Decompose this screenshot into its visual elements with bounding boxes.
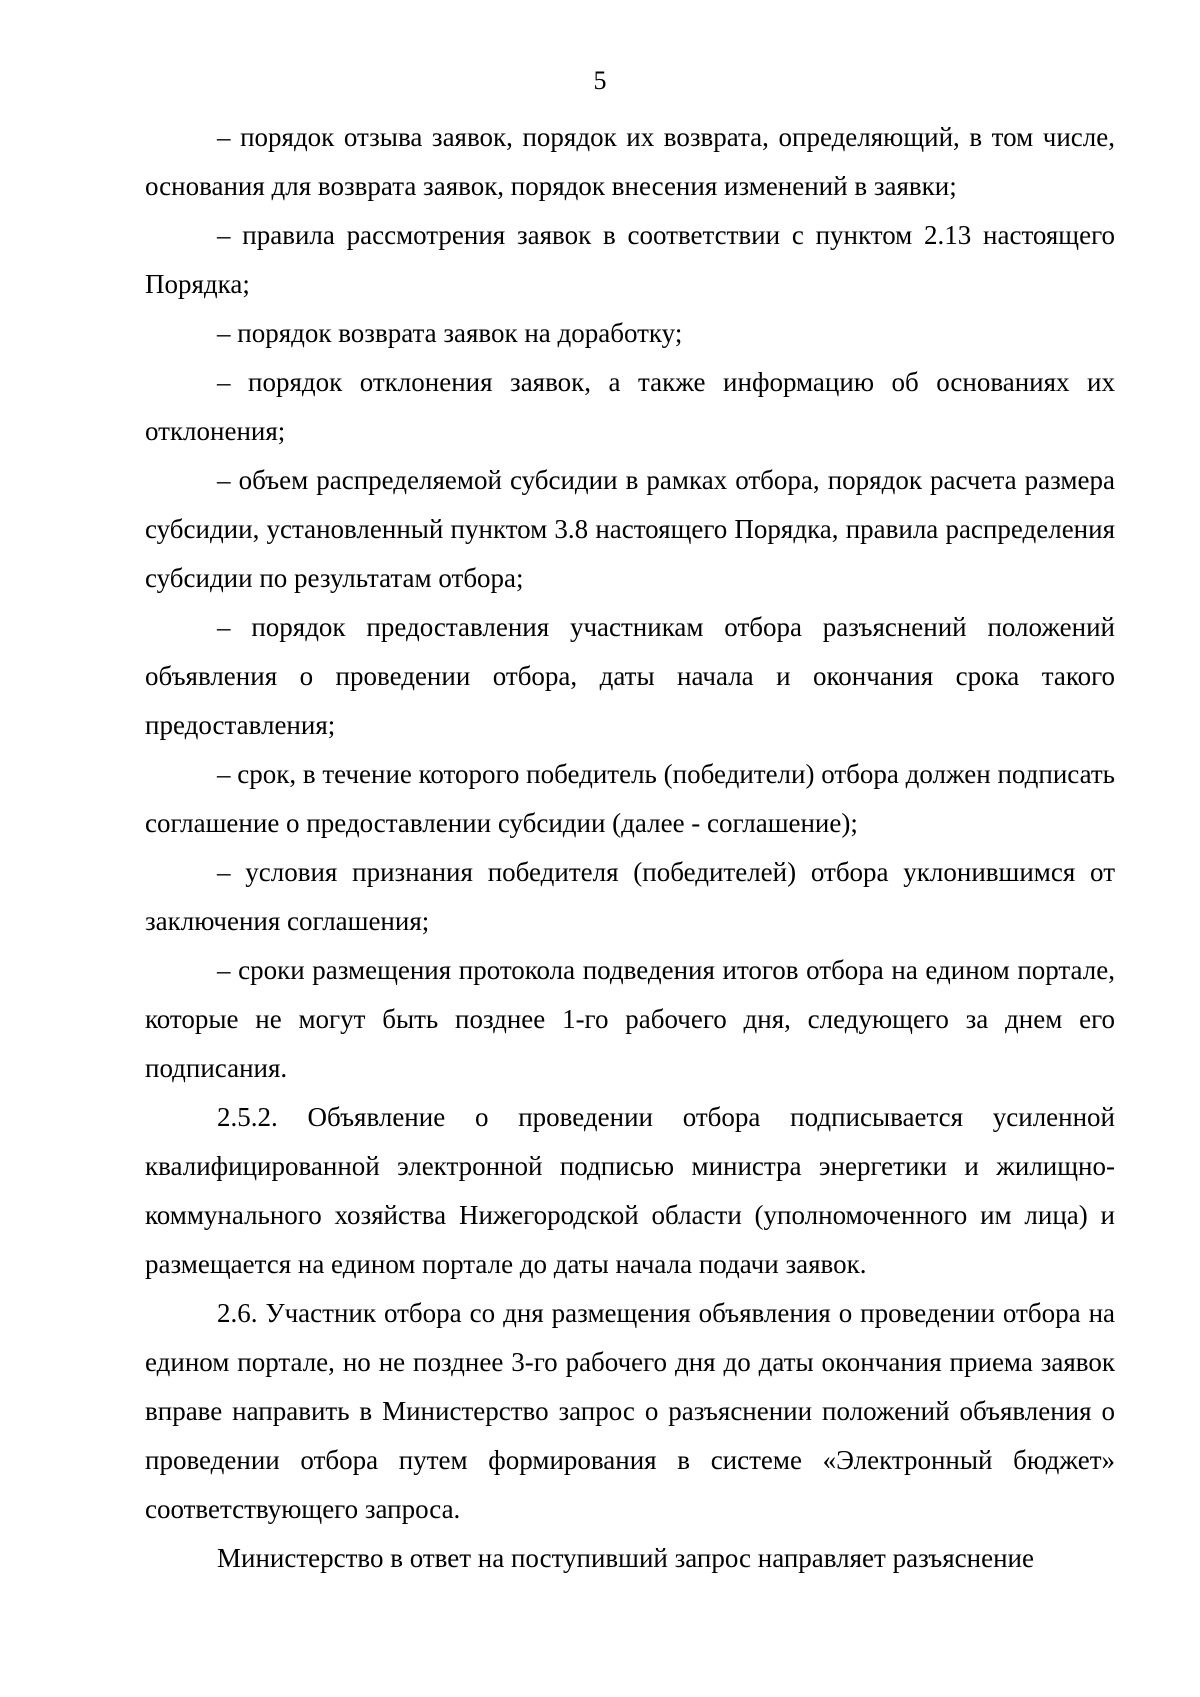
list-item-withdrawal-order: – порядок отзыва заявок, порядок их возврата, определяющий, в том числе, основания для возврата заявок, порядок внесения изменений в заявки;	[145, 122, 1115, 201]
paragraph-2-6: 2.6. Участник отбора со дня размещения объявления о проведении отбора на едином портале, но не позднее 3-го рабочего дня до даты окончания приема заявок вправе направить в Министерство запрос о разъяснении положений объявления о проведении отбора путем формирования в системе «Электронный бюджет» соответствующего запроса.	[145, 1298, 1115, 1524]
list-item-evasion-conditions: – условия признания победителя (победителей) отбора уклонившимся от заключения соглашения;	[145, 857, 1115, 936]
list-item-clarifications: – порядок предоставления участникам отбора разъяснений положений объявления о проведении отбора, даты начала и окончания срока такого предоставления;	[145, 612, 1115, 740]
list-item-review-rules: – правила рассмотрения заявок в соответствии с пунктом 2.13 настоящего Порядка;	[145, 220, 1115, 299]
list-item-return-for-revision: – порядок возврата заявок на доработку;	[217, 318, 683, 348]
list-item-subsidy-volume: – объем распределяемой субсидии в рамках отбора, порядок расчета размера субсидии, установленный пунктом 3.8 настоящего Порядка, правила распределения субсидии по результатам отбора;	[145, 465, 1115, 593]
list-item-rejection-order: – порядок отклонения заявок, а также информацию об основаниях их отклонения;	[145, 367, 1115, 446]
page-number: 5	[593, 66, 607, 95]
paragraph-ministry-response: Министерство в ответ на поступивший запрос направляет разъяснение	[217, 1543, 1034, 1573]
document-body	[145, 113, 1115, 1583]
paragraph-2-5-2: 2.5.2. Объявление о проведении отбора подписывается усиленной квалифицированной электронной подписью министра энергетики и жилищно-коммунального хозяйства Нижегородской области (уполномоченного им лица) и размещается на едином портале до даты начала подачи заявок.	[145, 1102, 1115, 1279]
list-item-signing-deadline: – срок, в течение которого победитель (победители) отбора должен подписать соглашение о предоставлении субсидии (далее - соглашение);	[145, 759, 1115, 838]
list-item-protocol-deadline: – сроки размещения протокола подведения итогов отбора на едином портале, которые не могут быть позднее 1-го рабочего дня, следующего за днем его подписания.	[145, 955, 1115, 1083]
